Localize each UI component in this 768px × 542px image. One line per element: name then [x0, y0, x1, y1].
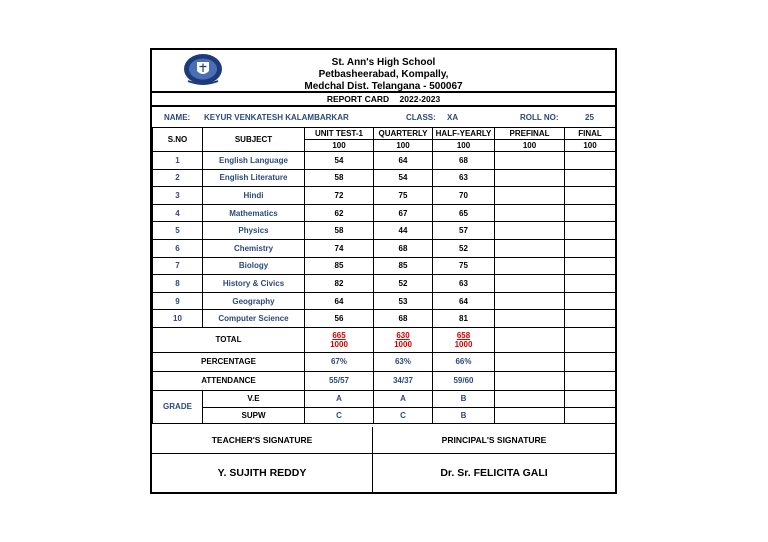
marks-table	[152, 127, 616, 424]
row-mark-ut1: 58	[305, 169, 374, 187]
row-mark-ut1: 82	[305, 275, 374, 293]
table-row	[153, 169, 616, 187]
row-subject: Computer Science	[203, 310, 305, 328]
row-mark-prefinal	[495, 187, 565, 205]
row-mark-final	[565, 152, 616, 170]
row-mark-halfyearly: 75	[433, 257, 495, 275]
row-subject: Geography	[203, 292, 305, 310]
row-mark-final	[565, 222, 616, 240]
row-mark-quarterly: 85	[374, 257, 433, 275]
grade-supw-prefinal	[495, 407, 565, 423]
row-sno: 5	[153, 222, 203, 240]
row-subject: Physics	[203, 222, 305, 240]
row-mark-ut1: 54	[305, 152, 374, 170]
roll-label: ROLL NO:	[520, 113, 559, 122]
name-label: NAME:	[164, 113, 191, 122]
row-subject: Biology	[203, 257, 305, 275]
row-mark-quarterly: 67	[374, 204, 433, 222]
academic-year: 2022-2023	[399, 94, 441, 104]
teacher-signature-label: TEACHER'S SIGNATURE	[152, 427, 373, 454]
row-mark-quarterly: 75	[374, 187, 433, 205]
grade-supw-label: SUPW	[203, 407, 305, 423]
row-mark-prefinal	[495, 310, 565, 328]
grade-supw-final	[565, 407, 616, 423]
grade-label: GRADE	[153, 390, 203, 423]
row-mark-ut1: 85	[305, 257, 374, 275]
row-mark-halfyearly: 68	[433, 152, 495, 170]
row-mark-ut1: 56	[305, 310, 374, 328]
grade-ve-final	[565, 390, 616, 407]
attendance-label: ATTENDANCE	[153, 371, 305, 390]
table-row	[153, 204, 616, 222]
school-address-line1: Petbasheerabad, Kompally,	[318, 69, 449, 80]
row-sno: 3	[153, 187, 203, 205]
row-mark-quarterly: 68	[374, 239, 433, 257]
exam-max-quarterly: 100	[374, 140, 433, 152]
percentage-quarterly: 63%	[374, 352, 433, 371]
percentage-halfyearly: 66%	[433, 352, 495, 371]
total-halfyearly-value: 658	[456, 330, 471, 340]
attendance-prefinal	[495, 371, 565, 390]
grade-supw-halfyearly: B	[433, 407, 495, 423]
table-row	[153, 292, 616, 310]
row-sno: 4	[153, 204, 203, 222]
table-row	[153, 310, 616, 328]
total-prefinal	[495, 327, 565, 352]
row-mark-ut1: 64	[305, 292, 374, 310]
principal-name: Dr. Sr. FELICITA GALI	[440, 467, 548, 479]
grade-ve-ut1: A	[305, 390, 374, 407]
total-ut1-value: 665	[332, 330, 346, 340]
student-info	[152, 107, 615, 127]
row-sno: 6	[153, 239, 203, 257]
row-mark-final	[565, 292, 616, 310]
total-halfyearly	[433, 327, 495, 352]
row-mark-halfyearly: 70	[433, 187, 495, 205]
row-sno: 7	[153, 257, 203, 275]
row-mark-ut1: 72	[305, 187, 374, 205]
row-mark-halfyearly: 52	[433, 239, 495, 257]
subject-header: SUBJECT	[203, 128, 305, 152]
row-sno: 9	[153, 292, 203, 310]
percentage-label: PERCENTAGE	[153, 352, 305, 371]
row-mark-halfyearly: 81	[433, 310, 495, 328]
row-mark-prefinal	[495, 239, 565, 257]
table-row	[153, 222, 616, 240]
percentage-final	[565, 352, 616, 371]
row-mark-quarterly: 68	[374, 310, 433, 328]
student-name: KEYUR VENKATESH KALAMBARKAR	[204, 113, 349, 122]
exam-header-ut1: UNIT TEST-1	[305, 128, 374, 140]
row-subject: English Literature	[203, 169, 305, 187]
row-mark-ut1: 62	[305, 204, 374, 222]
total-ut1-max: 1000	[330, 339, 348, 349]
row-subject: Chemistry	[203, 239, 305, 257]
row-mark-prefinal	[495, 222, 565, 240]
roll-value: 25	[585, 113, 594, 122]
attendance-ut1: 55/57	[305, 371, 374, 390]
attendance-quarterly: 34/37	[374, 371, 433, 390]
total-quarterly-max: 1000	[394, 339, 412, 349]
school-header	[152, 50, 615, 93]
row-sno: 8	[153, 275, 203, 293]
row-mark-halfyearly: 57	[433, 222, 495, 240]
row-mark-prefinal	[495, 204, 565, 222]
row-subject: Hindi	[203, 187, 305, 205]
total-label: TOTAL	[153, 327, 305, 352]
row-mark-prefinal	[495, 275, 565, 293]
row-mark-prefinal	[495, 257, 565, 275]
row-mark-quarterly: 52	[374, 275, 433, 293]
row-mark-final	[565, 275, 616, 293]
exam-max-halfyearly: 100	[433, 140, 495, 152]
school-address-line2: Medchal Dist. Telangana - 500067	[304, 81, 463, 92]
class-value: XA	[447, 113, 459, 122]
row-mark-prefinal	[495, 169, 565, 187]
row-mark-halfyearly: 65	[433, 204, 495, 222]
percentage-ut1: 67%	[305, 352, 374, 371]
report-title: REPORT CARD	[326, 94, 390, 104]
total-halfyearly-max: 1000	[454, 339, 473, 349]
attendance-halfyearly: 59/60	[433, 371, 495, 390]
exam-header-quarterly: QUARTERLY	[374, 128, 433, 140]
row-mark-quarterly: 44	[374, 222, 433, 240]
total-quarterly	[374, 327, 433, 352]
exam-header-prefinal: PREFINAL	[495, 128, 565, 140]
row-mark-halfyearly: 64	[433, 292, 495, 310]
exam-header-halfyearly: HALF-YEARLY	[433, 128, 495, 140]
grade-ve-prefinal	[495, 390, 565, 407]
row-mark-final	[565, 239, 616, 257]
sno-header: S.NO	[153, 128, 203, 152]
row-mark-quarterly: 53	[374, 292, 433, 310]
row-mark-final	[565, 169, 616, 187]
exam-max-final: 100	[565, 140, 616, 152]
table-row	[153, 275, 616, 293]
grade-ve-quarterly: A	[374, 390, 433, 407]
row-mark-quarterly: 64	[374, 152, 433, 170]
row-mark-quarterly: 54	[374, 169, 433, 187]
row-mark-final	[565, 204, 616, 222]
report-card-title	[152, 93, 615, 107]
grade-supw-ut1: C	[305, 407, 374, 423]
exam-header-final: FINAL	[565, 128, 616, 140]
exam-max-ut1: 100	[305, 140, 374, 152]
table-row	[153, 152, 616, 170]
row-mark-ut1: 58	[305, 222, 374, 240]
exam-max-prefinal: 100	[495, 140, 565, 152]
school-name: St. Ann's High School	[331, 57, 436, 68]
grade-ve-label: V.E	[203, 390, 305, 407]
teacher-name: Y. SUJITH REDDY	[152, 454, 373, 492]
grade-ve-halfyearly: B	[433, 390, 495, 407]
class-label: CLASS:	[406, 113, 436, 122]
row-mark-final	[565, 310, 616, 328]
row-sno: 2	[153, 169, 203, 187]
row-subject: Mathematics	[203, 204, 305, 222]
row-mark-prefinal	[495, 292, 565, 310]
row-sno: 1	[153, 152, 203, 170]
principal-signature-label: PRINCIPAL'S SIGNATURE	[373, 427, 615, 454]
row-mark-prefinal	[495, 152, 565, 170]
report-card	[150, 48, 617, 494]
row-sno: 10	[153, 310, 203, 328]
row-mark-halfyearly: 63	[433, 169, 495, 187]
row-subject: English Language	[203, 152, 305, 170]
table-row	[153, 239, 616, 257]
table-row	[153, 187, 616, 205]
row-subject: History & Civics	[203, 275, 305, 293]
total-quarterly-value: 630	[396, 330, 410, 340]
row-mark-final	[565, 187, 616, 205]
row-mark-ut1: 74	[305, 239, 374, 257]
row-mark-halfyearly: 63	[433, 275, 495, 293]
total-final	[565, 327, 616, 352]
total-ut1	[305, 327, 374, 352]
grade-supw-quarterly: C	[374, 407, 433, 423]
percentage-prefinal	[495, 352, 565, 371]
row-mark-final	[565, 257, 616, 275]
attendance-final	[565, 371, 616, 390]
signature-section	[152, 427, 615, 492]
table-row	[153, 257, 616, 275]
